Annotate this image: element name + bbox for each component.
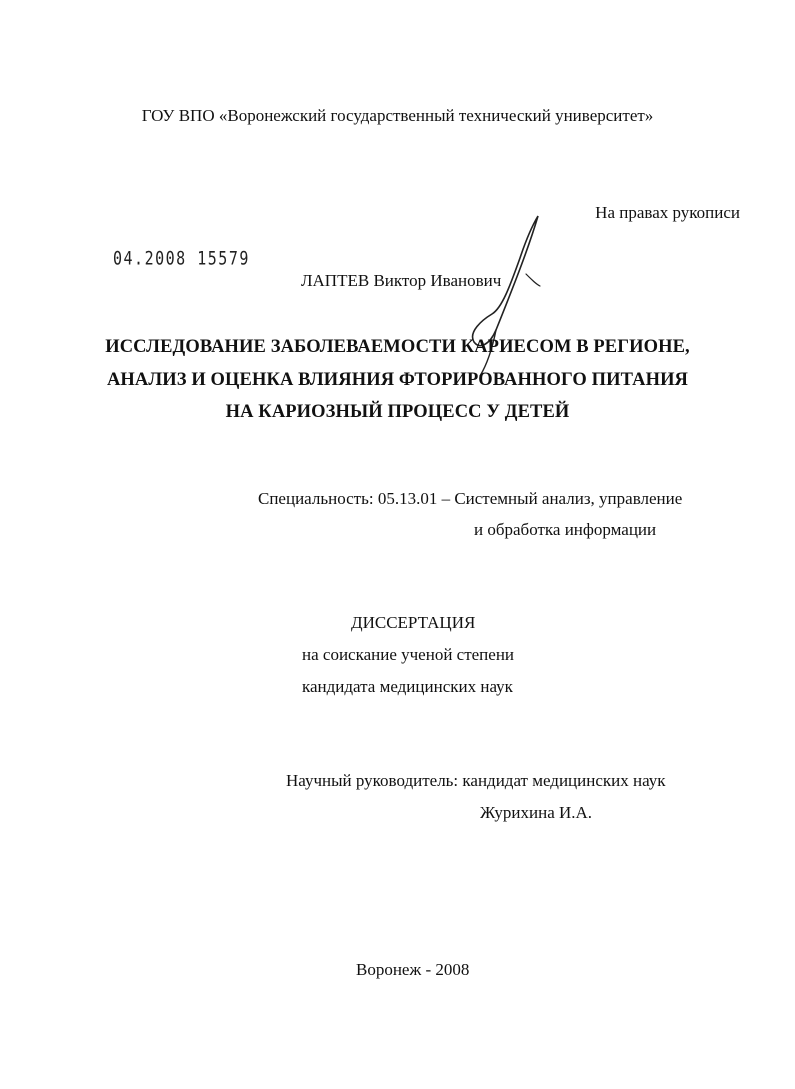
work-type: ДИССЕРТАЦИЯ: [351, 613, 476, 632]
title-line-2: АНАЛИЗ И ОЦЕНКА ВЛИЯНИЯ ФТОРИРОВАННОГО ПИТАНИЯ: [106, 370, 689, 390]
institution-name: ГОУ ВПО «Воронежский государственный технический университет»: [141, 106, 654, 125]
supervisor-line-2: Журихина И.А.: [480, 803, 593, 822]
degree-line-1: на соискание ученой степени: [302, 645, 515, 664]
manuscript-note: На правах рукописи: [595, 203, 740, 222]
registration-stamp: 04.2008 15579: [113, 247, 250, 270]
degree-line-2: кандидата медицинских наук: [302, 677, 513, 696]
city-year: Воронеж - 2008: [356, 960, 470, 979]
specialty-line-1: Специальность: 05.13.01 – Системный анализ, управление: [258, 489, 683, 508]
author-name: ЛАПТЕВ Виктор Иванович: [301, 271, 502, 290]
title-line-3: НА КАРИОЗНЫЙ ПРОЦЕСС У ДЕТЕЙ: [225, 402, 570, 422]
supervisor-line-1: Научный руководитель: кандидат медицинских наук: [286, 771, 666, 790]
specialty-line-2: и обработка информации: [474, 520, 657, 539]
title-line-1: ИССЛЕДОВАНИЕ ЗАБОЛЕВАЕМОСТИ КАРИЕСОМ В РЕГИОНЕ,: [105, 337, 690, 357]
